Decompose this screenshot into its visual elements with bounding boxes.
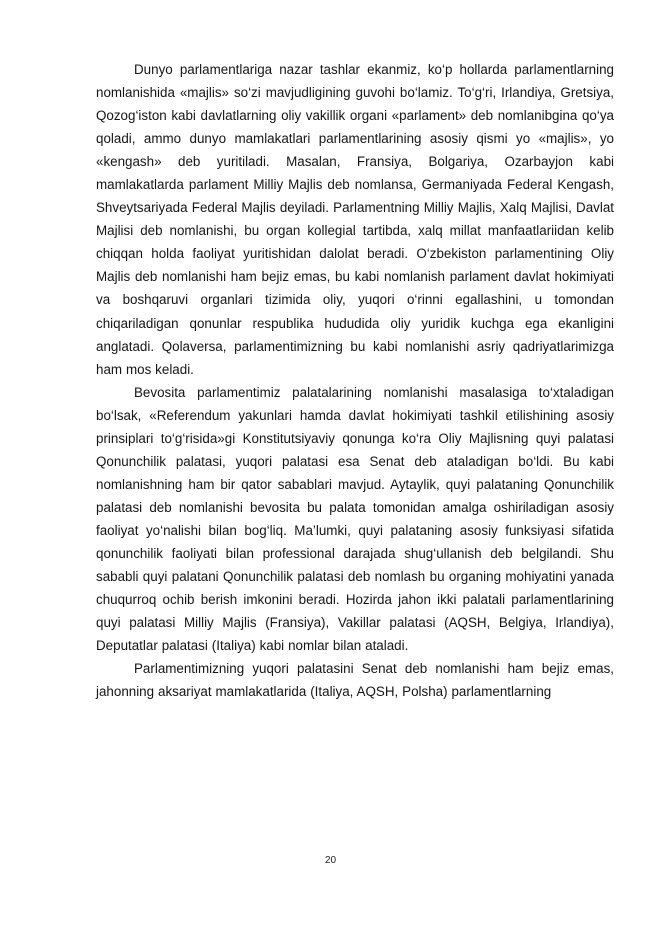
paragraph-senate-naming: Parlamentimizning yuqori palatasini Senat deb nomlanishi ham bejiz emas, jahonning aksariyat mamlakatlarida (Italiya, AQSH, Polsha) parlamentlarning xyxy=(96,661,614,700)
page-number: 20 xyxy=(324,855,337,866)
document-body xyxy=(96,58,614,703)
paragraph-chamber-naming: Bevosita parlamentimiz palatalarining nomlanishi masalasiga to‘xtaladigan bo‘lsak, «Referendum yakunlari hamda davlat hokimiyati tashkil etilishining asosiy prinsiplari to‘g‘risida»gi Konstitutsiyaviy qonunga ko‘ra Oliy Majlisning quyi palatasi Qonunchilik palatasi, yuqori palatasi esa Senat deb ataladigan bo‘ldi. Bu kabi nomlanishning ham bir qator sabablari mavjud. Aytaylik, quyi palataning Qonunchilik palatasi deb nomlanishi bevosita bu palata tomonidan amalga oshiriladigan asosiy faoliyat yo‘nalishi bilan bog‘liq. Ma’lumki, quyi palataning asosiy funksiyasi sifatida qonunchilik faoliyati bilan professional darajada shug‘ullanish deb belgilandi. Shu sababli quyi palatani Qonunchilik palatasi deb nomlash bu organing mohiyatini yanada chuqurroq ochib berish imkonini beradi. Hozirda jahon ikki palatali parlamentlarining quyi palatasi Milliy Majlis (Fransiya), Vakillar palatasi (AQSH, Belgiya, Irlandiya), Deputatlar palatasi (Italiya) kabi nomlar bilan ataladi. xyxy=(96,384,614,654)
paragraph-parliament-naming: Dunyo parlamentlariga nazar tashlar ekanmiz, ko‘p hollarda parlamentlarning nomlanishida «majlis» so‘zi mavjudligining guvohi bo‘lamiz. To‘g‘ri, Irlandiya, Gretsiya, Qozog‘iston kabi davlatlarning oliy vakillik organi «parlament» deb nomlanibgina qo‘ya qoladi, ammo dunyo mamlakatlari parlamentlarining asosiy qismi yo «majlis», yo «kengash» deb yuritiladi. Masalan, Fransiya, Bolgariya, Ozarbayjon kabi mamlakatlarda parlament Milliy Majlis deb nomlansa, Germaniyada Federal Kengash, Shveytsariyada Federal Majlis deyiladi. Parlamentning Milliy Majlis, Xalq Majlisi, Davlat Majlisi deb nomlanishi, bu organ kollegial tartibda, xalq millat manfaatlariidan kelib chiqqan holda faoliyat yuritishidan dalolat beradi. O‘zbekiston parlamentining Oliy Majlis deb nomlanishi ham bejiz emas, bu kabi nomlanish parlament davlat hokimiyati va boshqaruvi organlari tizimida oliy, yuqori o‘rinni egallashini, u tomondan chiqariladigan qonunlar respublika hududida oliy yuridik kuchga ega ekanligini anglatadi. Qolaversa, parlamentimizning bu kabi nomlanishi asriy qadriyatlarimizga ham mos keladi. xyxy=(96,62,614,377)
